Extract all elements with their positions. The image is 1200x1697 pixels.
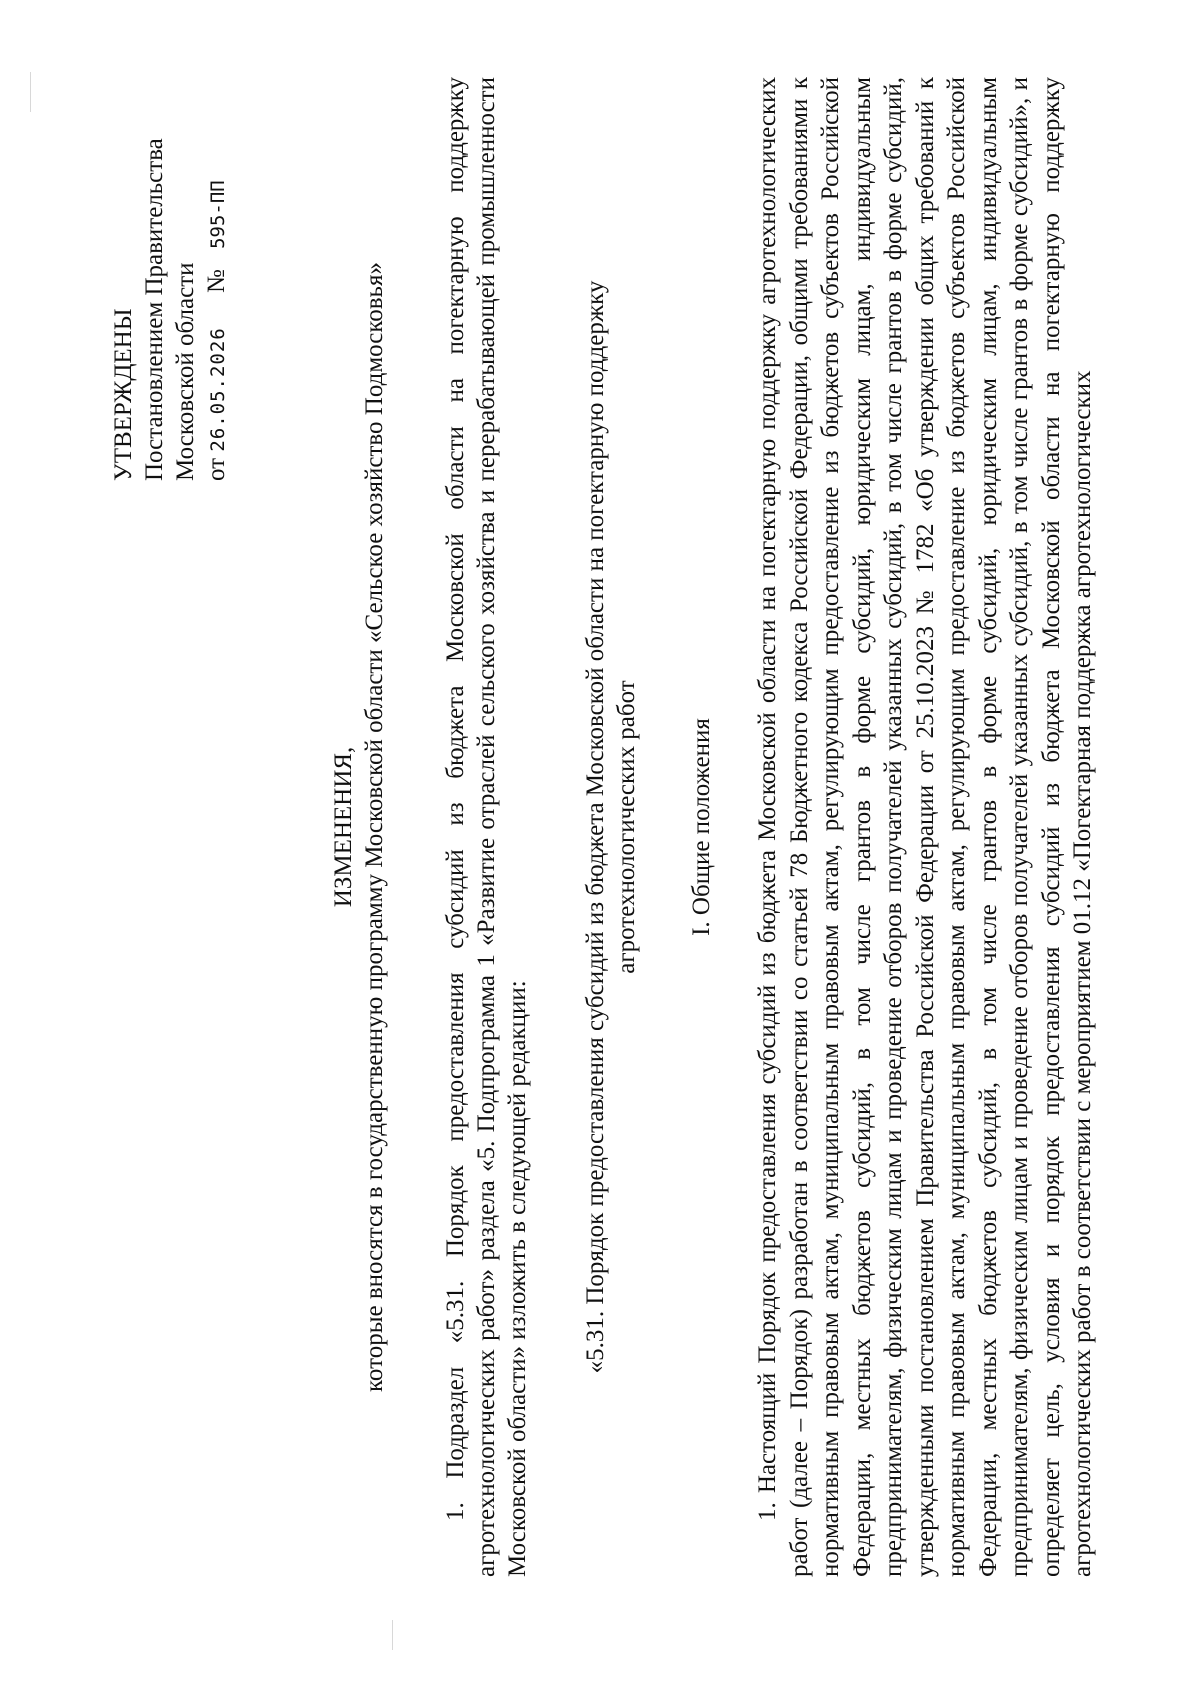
main-paragraph: 1. Настоящий Порядок предоставления субсидий из бюджета Московской области на погектарную поддержку агротехнологических работ (далее – Порядок) разработан в соответствии со статьей 78 Бюджетного кодекса Российской Федерации, общими требованиями к нормативным правовым актам, муниципальным правовым актам, регулирующим предоставление из бюджетов субъектов Российской Федерации, местных бюджетов субсидий, в том числе грантов в форме субсидий, юридическим лицам, индивидуальным предпринимателям, физическим лицам и проведение отборов получателей указанных субсидий, в том числе грантов в форме субсидий, утвержденными постановлением Правительства Российской Федерации от 25.10.2023 № 1782 «Об утверждении общих требований к нормативным правовым актам, муниципальным правовым актам, регулирующим предоставление из бюджетов субъектов Российской Федерации, местных бюджетов субсидий, в том числе грантов в форме субсидий, юридическим лицам, индивидуальным предпринимателям, физическим лицам и проведение отборов получателей указанных субсидий, в том числе грантов в форме субсидий», и определяет цель, условия и порядок предоставления субсидий из бюджета Московской области на погектарную поддержку агротехнологических работ в соответствии с мероприятием 01.12 «Погектарная поддержка агротехнологических xyxy=(754,77,1096,1577)
section-heading: I. Общие положения xyxy=(688,718,715,936)
approval-number: 595-ПП xyxy=(207,180,229,249)
approval-line-2: Московской области xyxy=(172,262,199,481)
approval-line-1: Постановлением Правительства xyxy=(141,138,168,481)
scan-edge-mark-top xyxy=(30,72,31,112)
scan-edge-mark-bottom xyxy=(392,1620,393,1650)
subsection-title xyxy=(580,77,642,1577)
approval-date-prefix: от xyxy=(203,457,230,481)
document-title xyxy=(328,77,390,1577)
document-title-heading: ИЗМЕНЕНИЯ, xyxy=(330,746,357,908)
approval-number-sign: № xyxy=(203,269,230,293)
amendment-paragraph: 1. Подраздел «5.31. Порядок предоставления субсидий из бюджета Московской области на погектарную поддержку агротехнологических работ» раздела «5. Подпрограмма 1 «Развитие отраслей сельского хозяйства и перерабатывающей промышленности Московской области» изложить в следующей редакции: xyxy=(442,77,531,1577)
approval-date-line xyxy=(201,61,234,481)
approval-block xyxy=(108,61,234,481)
subsection-title-line-2: агротехнологических работ xyxy=(613,680,640,974)
approval-heading: УТВЕРЖДЕНЫ xyxy=(110,308,137,481)
subsection-title-line-1: «5.31. Порядок предоставления субсидий из бюджета Московской области на погектарную поддержку xyxy=(582,280,609,1374)
rotated-document-body xyxy=(94,77,1154,1577)
document-title-subheading: которые вносятся в государственную программу Московской области «Сельское хозяйство Подмосковья» xyxy=(361,262,388,1392)
approval-date: 26.05.2026 xyxy=(207,327,229,452)
